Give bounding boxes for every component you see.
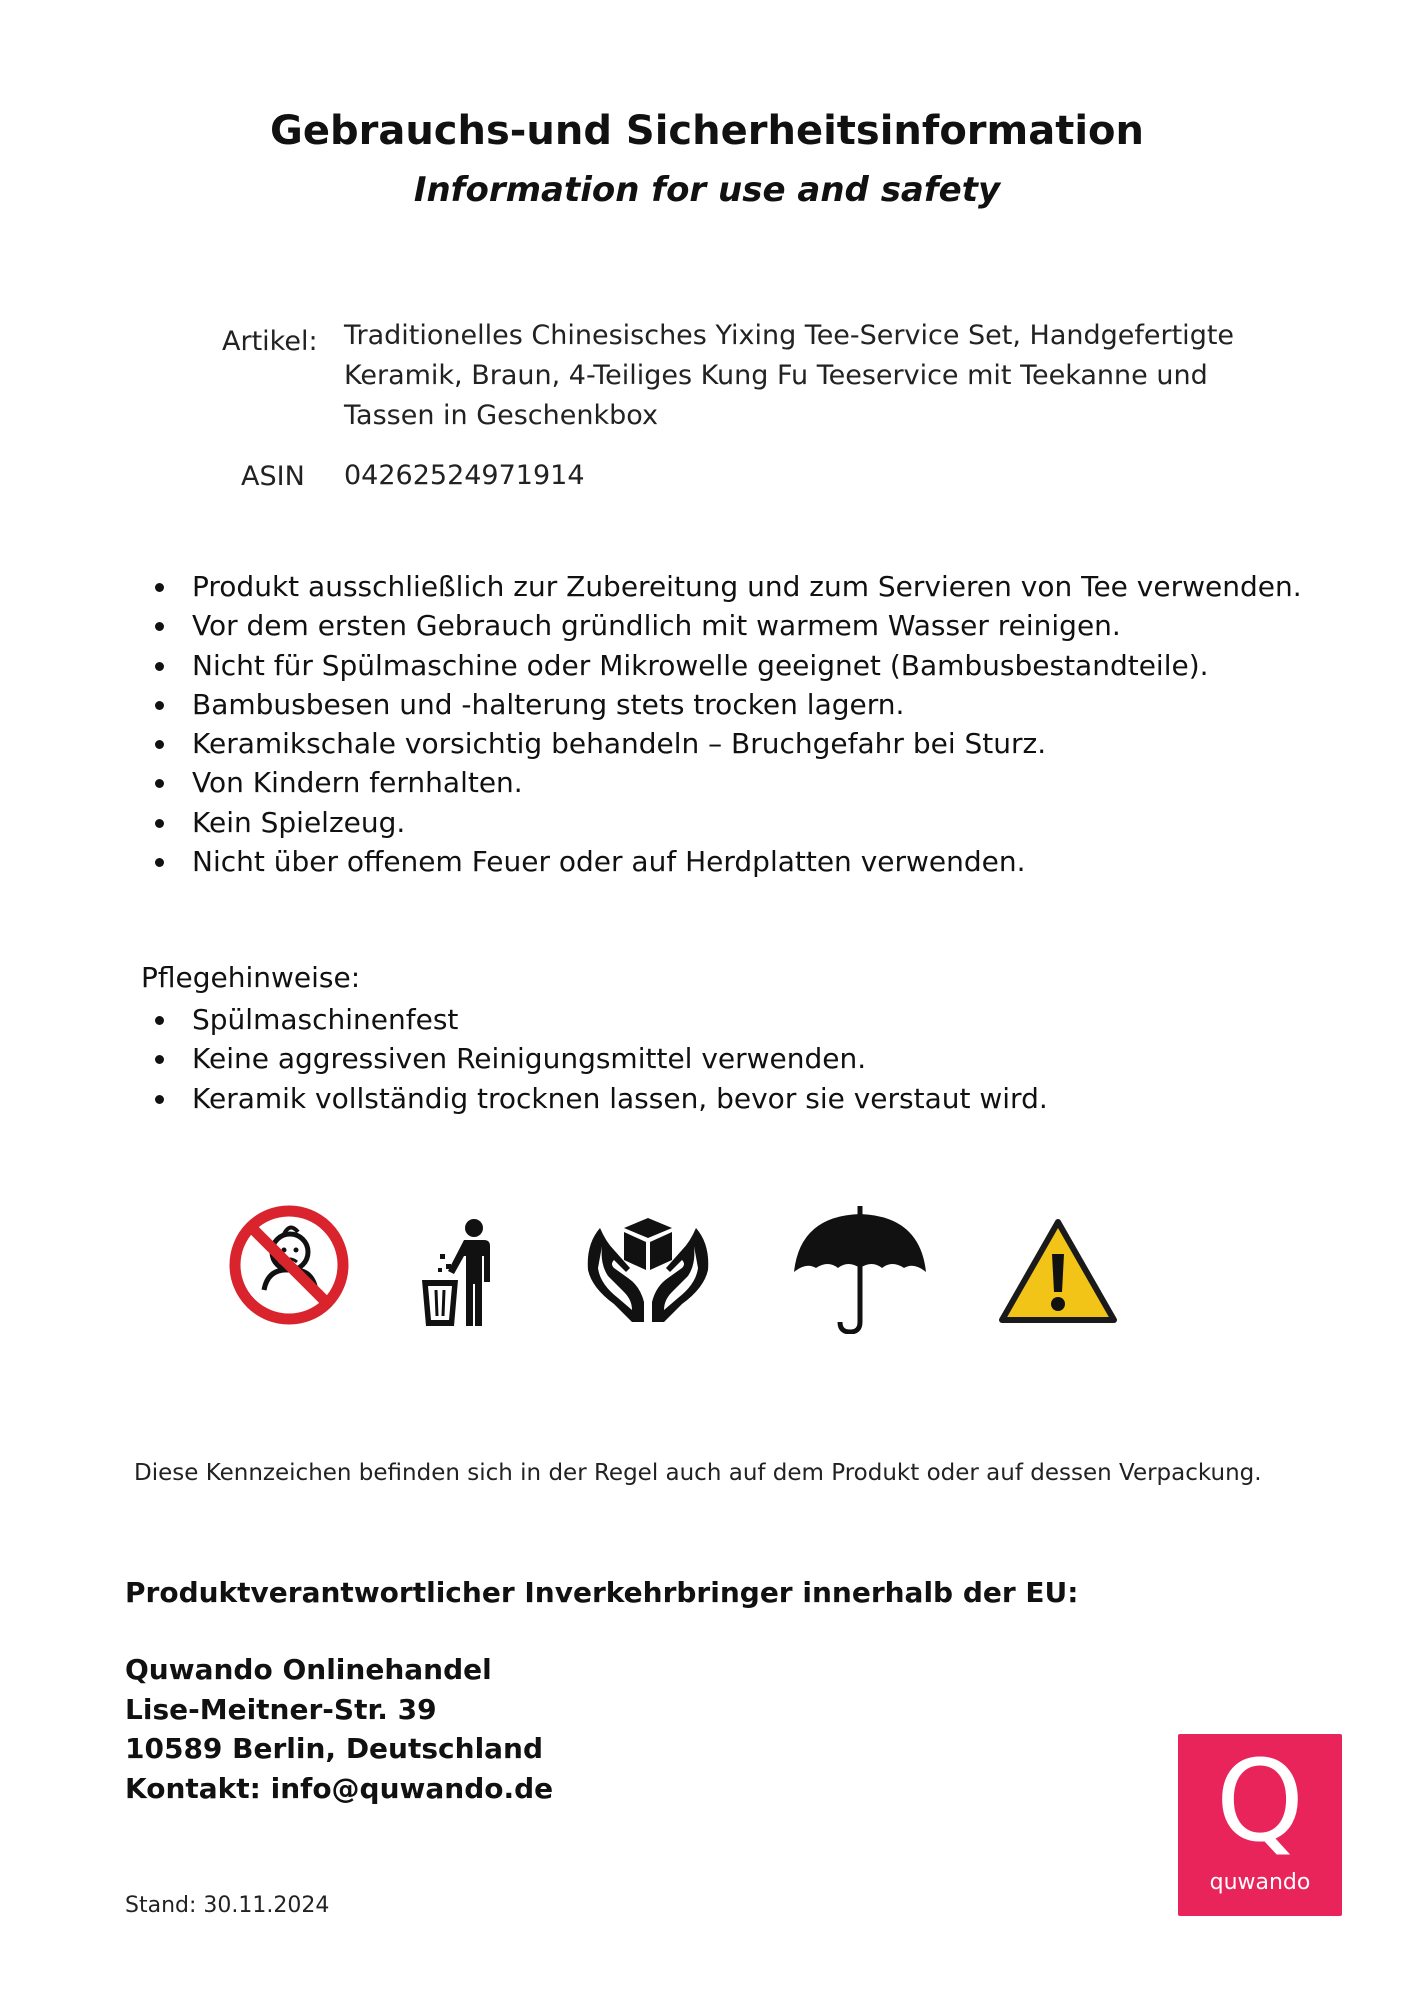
list-item: Vor dem ersten Gebrauch gründlich mit warmem Wasser reinigen. — [144, 606, 1302, 645]
care-list — [144, 1000, 1048, 1118]
keep-dry-umbrella-icon — [792, 1206, 928, 1334]
care-heading: Pflegehinweise: — [141, 961, 361, 994]
list-item: Keramik vollständig trocknen lassen, bevor sie verstaut wird. — [144, 1079, 1048, 1118]
artikel-line: Keramik, Braun, 4-Teiliges Kung Fu Teeservice mit Teekanne und — [344, 360, 1208, 391]
artikel-line: Tassen in Geschenkbox — [344, 400, 658, 431]
address-line: Kontakt: info@quwando.de — [125, 1771, 554, 1805]
symbols-note: Diese Kennzeichen befinden sich in der Regel auch auf dem Produkt oder auf dessen Verpackung. — [134, 1460, 1262, 1486]
responsible-heading: Produktverantwortlicher Inverkehrbringer innerhalb der EU: — [125, 1576, 1079, 1609]
list-item: Keramikschale vorsichtig behandeln – Bruchgefahr bei Sturz. — [144, 724, 1302, 763]
page-title: Gebrauchs-und Sicherheitsinformation — [270, 108, 1144, 154]
list-item: Von Kindern fernhalten. — [144, 763, 1302, 802]
asin-value: 04262524971914 — [344, 460, 585, 491]
trash-disposal-icon — [418, 1216, 498, 1328]
address-line: Lise-Meitner-Str. 39 — [125, 1692, 437, 1726]
logo-letter: Q — [1215, 1737, 1305, 1867]
safety-list — [144, 567, 1302, 881]
address-line: Quwando Onlinehandel — [125, 1653, 492, 1686]
artikel-line: Traditionelles Chinesisches Yixing Tee-Service Set, Handgefertigte — [344, 320, 1235, 351]
no-children-icon — [228, 1204, 350, 1326]
company-address — [125, 1650, 553, 1808]
list-item: Nicht über offenem Feuer oder auf Herdplatten verwenden. — [144, 842, 1302, 881]
handle-with-care-icon — [580, 1214, 716, 1326]
artikel-value — [344, 316, 1234, 436]
list-item: Kein Spielzeug. — [144, 803, 1302, 842]
list-item: Produkt ausschließlich zur Zubereitung und zum Servieren von Tee verwenden. — [144, 567, 1302, 606]
page-subtitle: Information for use and safety — [413, 170, 1001, 210]
stand-date: Stand: 30.11.2024 — [125, 1893, 330, 1918]
artikel-label: Artikel: — [222, 326, 318, 357]
list-item: Nicht für Spülmaschine oder Mikrowelle geeignet (Bambusbestandteile). — [144, 646, 1302, 685]
address-line: 10589 Berlin, Deutschland — [125, 1732, 544, 1765]
list-item: Spülmaschinenfest — [144, 1000, 1048, 1039]
list-item: Keine aggressiven Reinigungsmittel verwenden. — [144, 1039, 1048, 1078]
logo-name: quwando — [1209, 1870, 1311, 1895]
list-item: Bambusbesen und -halterung stets trocken lagern. — [144, 685, 1302, 724]
asin-label: ASIN — [241, 461, 305, 492]
quwando-logo — [1178, 1734, 1342, 1916]
warning-icon — [996, 1216, 1120, 1328]
